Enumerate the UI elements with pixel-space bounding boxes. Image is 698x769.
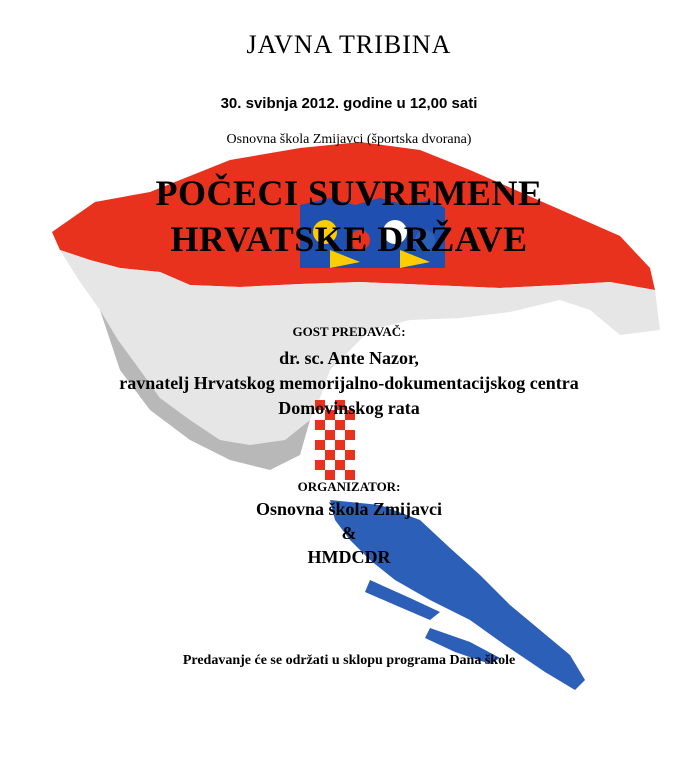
event-date: 30. svibnja 2012. godine u 12,00 sati [220, 95, 478, 112]
organizer-label: ORGANIZATOR: [297, 479, 401, 494]
lecture-title-line-2: HRVATSKE DRŽAVE [170, 219, 528, 259]
guest-role-line-2: Domovinskog rata [278, 398, 420, 418]
guest-role-line-1: ravnatelj Hrvatskog memorijalno-dokumentacijskog centra [119, 373, 579, 393]
guest-name: dr. sc. Ante Nazor, [279, 348, 419, 368]
event-venue: Osnovna škola Zmijavci (športska dvorana) [226, 132, 472, 147]
event-title: JAVNA TRIBINA [246, 30, 452, 59]
organizer-name: Osnovna škola Zmijavci [255, 499, 443, 519]
lecture-title-line-1: POČECI SUVREMENE [155, 173, 543, 213]
guest-label: GOST PREDAVAČ: [292, 324, 406, 339]
organizer-org: HMDCDR [307, 547, 391, 567]
footer-note: Predavanje će se održati u sklopu programa Dana škole [182, 653, 516, 668]
organizer-ampersand: & [341, 523, 357, 543]
